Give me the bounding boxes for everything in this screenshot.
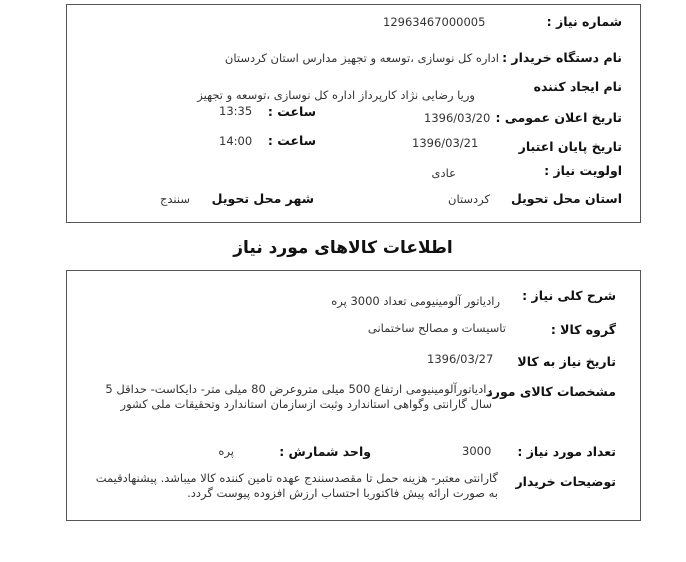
priority-label: اولویت نیاز : — [544, 163, 622, 178]
priority-value: عادی — [431, 166, 456, 180]
summary-value: رادیاتور آلومینیومی تعداد 3000 پره — [331, 294, 500, 308]
summary-label: شرح کلی نیاز : — [522, 288, 616, 303]
deadline-time-label: ساعت : — [267, 133, 316, 148]
creator-label: نام ایجاد کننده — [533, 79, 622, 94]
goods-group-label: گروه کالا : — [550, 322, 616, 337]
unit-value: پره — [218, 444, 234, 458]
buyer-label: نام دستگاه خریدار : — [502, 50, 622, 65]
announce-time-label: ساعت : — [267, 104, 316, 119]
province-value: کردستان — [448, 192, 490, 206]
announce-time-value: 13:35 — [219, 104, 253, 118]
buyer-notes-label: توضیحات خریدار — [515, 474, 616, 489]
city-label: شهر محل تحویل — [211, 191, 314, 206]
need-number-label: شماره نیاز : — [546, 14, 622, 29]
section-title: اطلاعات کالاهای مورد نیاز — [233, 238, 453, 258]
city-value: سنندج — [159, 192, 190, 206]
spec-value: رادیاتورآلومینیومی ارتفاع 500 میلی مترو‌عرض 80 میلی متر- دایکاست- حداقل 5 سال گارانتی وگواهی استاندارد وثبت ازسازمان استاندارد وتحقیقات ملی کشور — [105, 382, 492, 411]
deadline-label: تاریخ پایان اعتبار — [518, 139, 622, 154]
quantity-label: تعداد مورد نیاز : — [517, 444, 616, 459]
province-label: استان محل تحویل — [510, 191, 622, 206]
need-date-value: 1396/03/27 — [427, 352, 494, 366]
deadline-date-value: 1396/03/21 — [412, 136, 479, 150]
quantity-value: 3000 — [462, 444, 492, 458]
need-date-label: تاریخ نیاز به کالا — [517, 354, 616, 369]
creator-value: وریا رضایی نژاد کارپرداز اداره کل نوسازی ،توسعه و تجهیز — [197, 88, 475, 102]
announce-date-label: تاریخ اعلان عمومی : — [495, 110, 622, 125]
deadline-time-value: 14:00 — [219, 134, 253, 148]
unit-label: واحد شمارش : — [279, 444, 371, 459]
goods-group-value: تاسیسات و مصالح ساختمانی — [367, 321, 506, 335]
buyer-notes-value: گارانتی معتبر- هزینه حمل تا مقصدسنندج عهده تامین کننده کالا میباشد. پیشنهادقیمت به صورت ارائه پیش فاکتوربا احتساب ارزش افزوده پیوست گردد. — [95, 471, 498, 500]
need-number-value: 12963467000005 — [383, 15, 486, 29]
announce-date-value: 1396/03/20 — [424, 111, 491, 125]
spec-label: مشخصات کالای مورد — [486, 384, 616, 399]
buyer-value: اداره کل نوسازی ،توسعه و تجهیز مدارس استان کردستان — [224, 51, 499, 65]
